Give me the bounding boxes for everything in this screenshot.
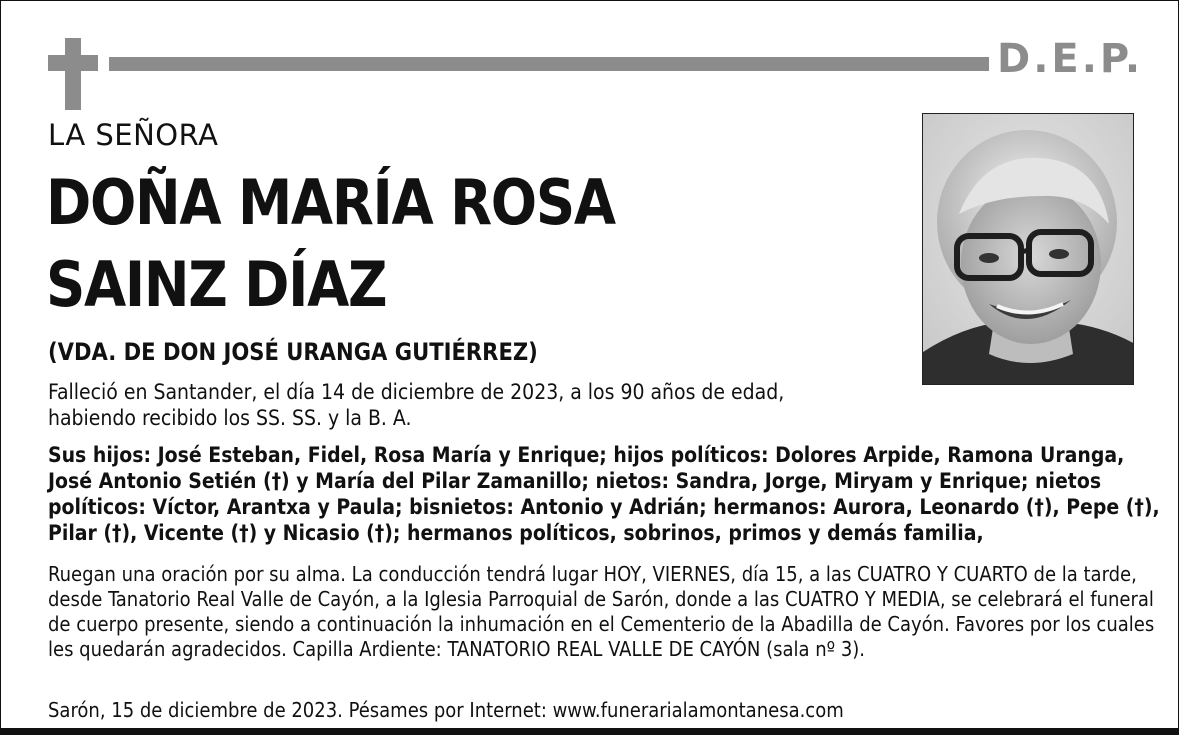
death-details [48,379,868,431]
deceased-name-line1: DOÑA MARÍA ROSA [46,166,615,239]
bottom-rule [1,728,1178,734]
honorific: LA SEÑORA [48,118,219,152]
portrait-photo [922,113,1134,385]
family-list: Sus hijos: José Esteban, Fidel, Rosa María y Enrique; hijos políticos: Dolores Arpide, Ramona Uranga, José Antonio Setién (†) y María del Pilar Zamanillo; nietos: Sandra, Jorge, Miryam y Enrique; nietos políticos: Víctor, Arantxa y Paula; bisnietos: Antonio y Adrián; hermanos: Aurora, Leonardo (†), Pepe (†), Pilar (†), Vicente (†) y Nicasio (†); hermanos políticos, sobrinos, primos y demás familia, [48,443,1160,545]
ceremony-details: Ruegan una oración por su alma. La conducción tendrá lugar HOY, VIERNES, día 15, a las CUATRO Y CUARTO de la tarde, desde Tanatorio Real Valle de Cayón, a la Iglesia Parroquial de Sarón, donde a las CUATRO Y MEDIA, se celebrará el funeral de cuerpo presente, siendo a continuación la inhumación en el Cementerio de la Abadilla de Cayón. Favores por los cuales les quedarán agradecidos. Capilla Ardiente: TANATORIO REAL VALLE DE CAYÓN (sala nº 3). [48,562,1155,661]
widow-of: (VDA. DE DON JOSÉ URANGA GUTIÉRREZ) [48,338,538,366]
cross-horizontal-bar [48,55,98,71]
death-line-2: habiendo recibido los SS. SS. y la B. A. [48,406,412,430]
header-rule [109,57,989,71]
cross-vertical-bar [65,38,81,110]
footer-text: Sarón, 15 de diciembre de 2023. Pésames por Internet: www.funerarialamontanesa.com [48,698,844,722]
death-line-1: Falleció en Santander, el día 14 de diciembre de 2023, a los 90 años de edad, [48,380,785,404]
deceased-name-line2: SAINZ DÍAZ [46,248,387,321]
dep-label: D.E.P. [997,36,1144,82]
